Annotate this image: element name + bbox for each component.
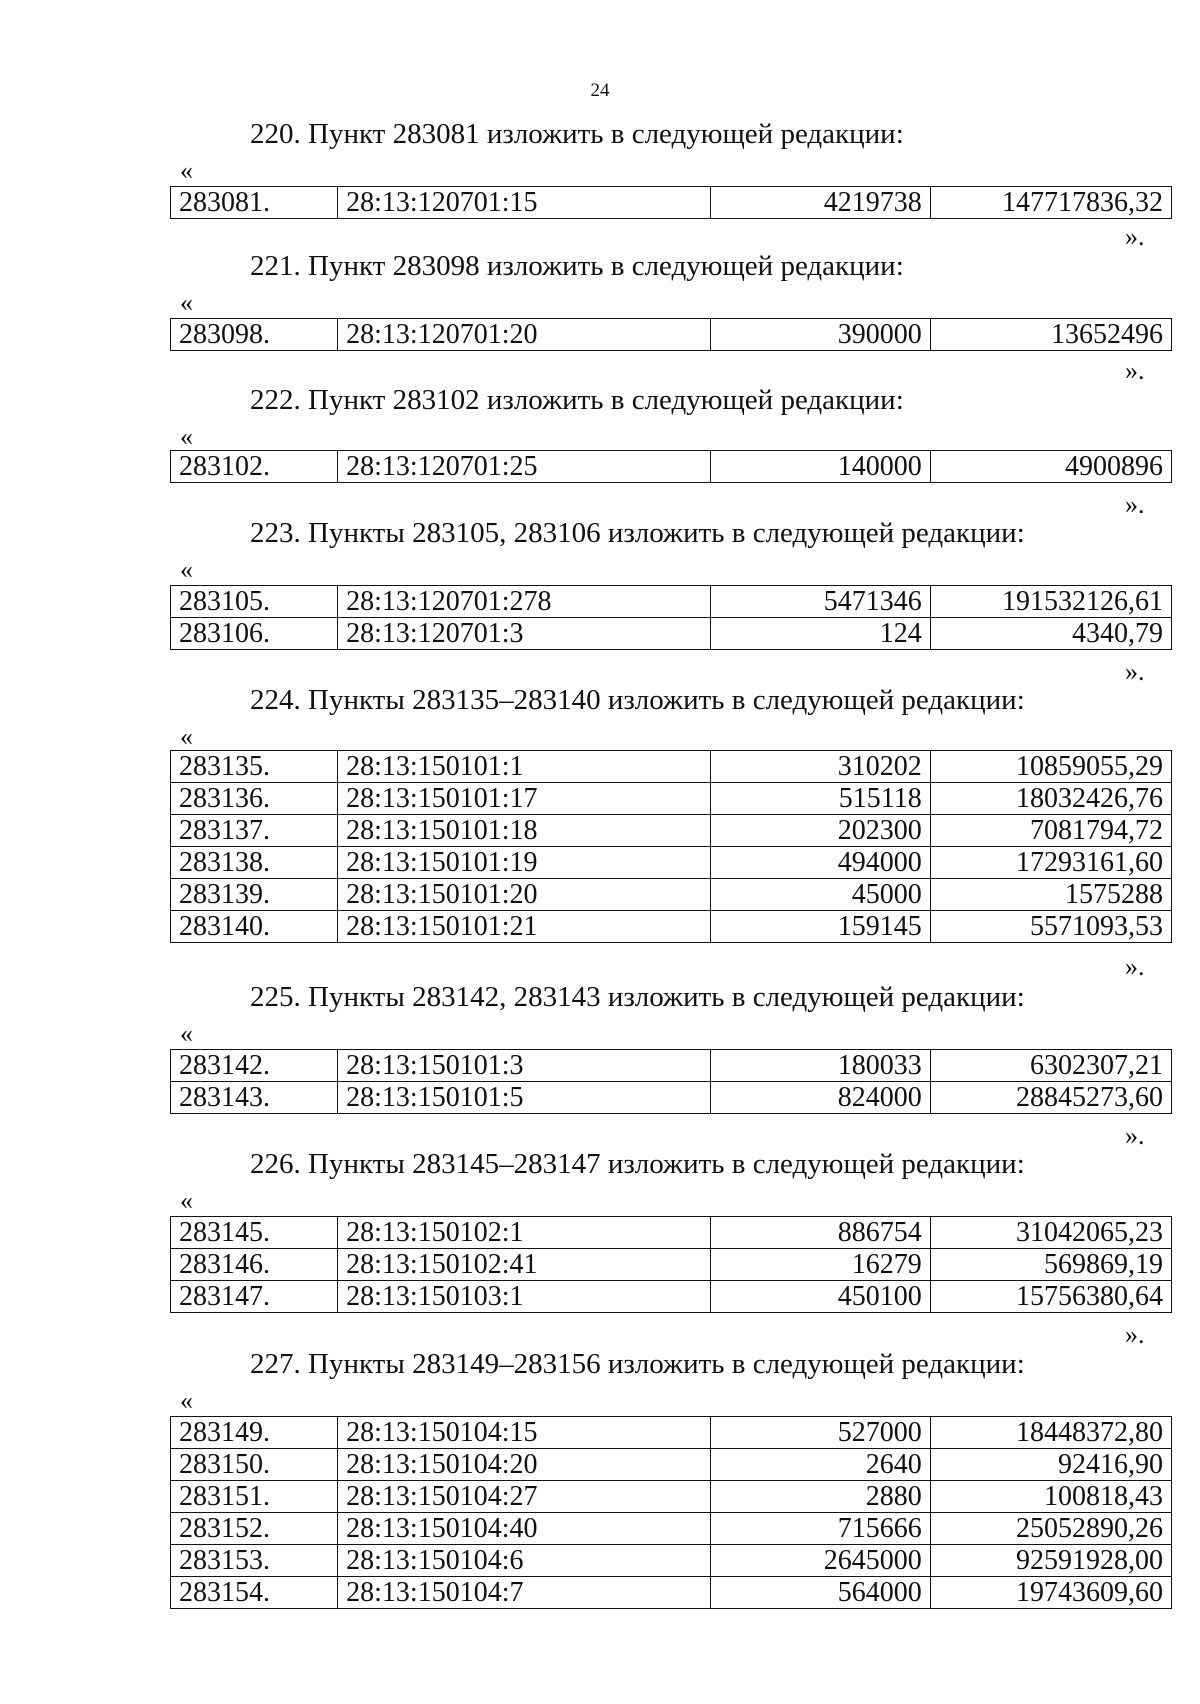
cost-value: 191532126,61 — [930, 586, 1171, 618]
cost-value: 100818,43 — [930, 1481, 1171, 1513]
table-row — [171, 1481, 1172, 1513]
cadastral-number: 28:13:120701:25 — [338, 451, 710, 483]
cadastral-number: 28:13:150101:1 — [338, 751, 710, 783]
item-number: 283106. — [171, 618, 338, 650]
cadastral-number: 28:13:150101:3 — [338, 1050, 710, 1082]
cost-value: 28845273,60 — [930, 1082, 1171, 1114]
item-number: 283139. — [171, 879, 338, 911]
table-row — [171, 1449, 1172, 1481]
area-value: 4219738 — [710, 187, 930, 219]
table-row — [171, 1545, 1172, 1577]
data-table — [170, 450, 1172, 483]
cost-value: 1575288 — [930, 879, 1171, 911]
quote-close: ». — [1125, 490, 1145, 519]
cadastral-number: 28:13:150104:7 — [338, 1577, 710, 1609]
table-row — [171, 187, 1172, 219]
cadastral-number: 28:13:150104:20 — [338, 1449, 710, 1481]
area-value: 124 — [710, 618, 930, 650]
cost-value: 31042065,23 — [930, 1217, 1171, 1249]
table-row — [171, 1217, 1172, 1249]
cost-value: 7081794,72 — [930, 815, 1171, 847]
page-number: 24 — [590, 80, 610, 101]
section-heading: 222. Пункт 283102 изложить в следующей редакции: — [250, 384, 904, 416]
area-value: 159145 — [710, 911, 930, 943]
cadastral-number: 28:13:150103:1 — [338, 1281, 710, 1313]
cost-value: 6302307,21 — [930, 1050, 1171, 1082]
quote-close: ». — [1125, 222, 1145, 251]
table-row — [171, 879, 1172, 911]
cadastral-number: 28:13:150104:15 — [338, 1417, 710, 1449]
cost-value: 4900896 — [930, 451, 1171, 483]
table-row — [171, 586, 1172, 618]
data-table — [170, 750, 1172, 943]
item-number: 283142. — [171, 1050, 338, 1082]
quote-close: ». — [1125, 1320, 1145, 1349]
section-heading: 223. Пункты 283105, 283106 изложить в следующей редакции: — [250, 517, 1025, 549]
section-heading: 226. Пункты 283145–283147 изложить в следующей редакции: — [250, 1148, 1025, 1180]
cost-value: 15756380,64 — [930, 1281, 1171, 1313]
area-value: 202300 — [710, 815, 930, 847]
quote-open: « — [180, 156, 193, 185]
cadastral-number: 28:13:150101:20 — [338, 879, 710, 911]
table-row — [171, 1281, 1172, 1313]
item-number: 283136. — [171, 783, 338, 815]
item-number: 283147. — [171, 1281, 338, 1313]
table-row — [171, 751, 1172, 783]
item-number: 283149. — [171, 1417, 338, 1449]
cadastral-number: 28:13:150104:40 — [338, 1513, 710, 1545]
table-row — [171, 618, 1172, 650]
section-heading: 227. Пункты 283149–283156 изложить в следующей редакции: — [250, 1348, 1025, 1380]
item-number: 283140. — [171, 911, 338, 943]
quote-open: « — [180, 555, 193, 584]
item-number: 283137. — [171, 815, 338, 847]
quote-open: « — [180, 1386, 193, 1415]
quote-open: « — [180, 288, 193, 317]
cost-value: 18448372,80 — [930, 1417, 1171, 1449]
area-value: 45000 — [710, 879, 930, 911]
table-row — [171, 847, 1172, 879]
area-value: 2640 — [710, 1449, 930, 1481]
item-number: 283145. — [171, 1217, 338, 1249]
item-number: 283102. — [171, 451, 338, 483]
data-table — [170, 1416, 1172, 1609]
item-number: 283146. — [171, 1249, 338, 1281]
cost-value: 5571093,53 — [930, 911, 1171, 943]
area-value: 2645000 — [710, 1545, 930, 1577]
cost-value: 25052890,26 — [930, 1513, 1171, 1545]
cost-value: 10859055,29 — [930, 751, 1171, 783]
cadastral-number: 28:13:120701:3 — [338, 618, 710, 650]
section-heading: 221. Пункт 283098 изложить в следующей редакции: — [250, 250, 904, 282]
area-value: 2880 — [710, 1481, 930, 1513]
quote-open: « — [180, 422, 193, 451]
cost-value: 92591928,00 — [930, 1545, 1171, 1577]
table-row — [171, 911, 1172, 943]
quote-open: « — [180, 1186, 193, 1215]
data-table — [170, 1049, 1172, 1114]
item-number: 283154. — [171, 1577, 338, 1609]
area-value: 527000 — [710, 1417, 930, 1449]
table-row — [171, 1249, 1172, 1281]
table-row — [171, 451, 1172, 483]
area-value: 16279 — [710, 1249, 930, 1281]
cadastral-number: 28:13:120701:15 — [338, 187, 710, 219]
item-number: 283138. — [171, 847, 338, 879]
item-number: 283153. — [171, 1545, 338, 1577]
item-number: 283135. — [171, 751, 338, 783]
area-value: 515118 — [710, 783, 930, 815]
item-number: 283151. — [171, 1481, 338, 1513]
table-row — [171, 319, 1172, 351]
item-number: 283152. — [171, 1513, 338, 1545]
quote-open: « — [180, 1019, 193, 1048]
item-number: 283098. — [171, 319, 338, 351]
item-number: 283105. — [171, 586, 338, 618]
cadastral-number: 28:13:150101:5 — [338, 1082, 710, 1114]
cost-value: 13652496 — [930, 319, 1171, 351]
cadastral-number: 28:13:150104:27 — [338, 1481, 710, 1513]
area-value: 140000 — [710, 451, 930, 483]
table-row — [171, 783, 1172, 815]
data-table — [170, 585, 1172, 650]
cadastral-number: 28:13:120701:278 — [338, 586, 710, 618]
area-value: 886754 — [710, 1217, 930, 1249]
item-number: 283143. — [171, 1082, 338, 1114]
data-table — [170, 318, 1172, 351]
area-value: 310202 — [710, 751, 930, 783]
table-row — [171, 1082, 1172, 1114]
cadastral-number: 28:13:150104:6 — [338, 1545, 710, 1577]
cadastral-number: 28:13:150101:17 — [338, 783, 710, 815]
table-row — [171, 1577, 1172, 1609]
table-row — [171, 1417, 1172, 1449]
item-number: 283081. — [171, 187, 338, 219]
quote-close: ». — [1125, 1121, 1145, 1150]
area-value: 715666 — [710, 1513, 930, 1545]
cost-value: 18032426,76 — [930, 783, 1171, 815]
cost-value: 569869,19 — [930, 1249, 1171, 1281]
area-value: 564000 — [710, 1577, 930, 1609]
table-row — [171, 1513, 1172, 1545]
quote-close: ». — [1125, 657, 1145, 686]
area-value: 450100 — [710, 1281, 930, 1313]
quote-open: « — [180, 722, 193, 751]
quote-close: ». — [1125, 356, 1145, 385]
area-value: 5471346 — [710, 586, 930, 618]
cost-value: 17293161,60 — [930, 847, 1171, 879]
cadastral-number: 28:13:120701:20 — [338, 319, 710, 351]
cadastral-number: 28:13:150101:18 — [338, 815, 710, 847]
cadastral-number: 28:13:150101:21 — [338, 911, 710, 943]
section-heading: 224. Пункты 283135–283140 изложить в следующей редакции: — [250, 684, 1025, 716]
cadastral-number: 28:13:150102:1 — [338, 1217, 710, 1249]
area-value: 494000 — [710, 847, 930, 879]
cost-value: 92416,90 — [930, 1449, 1171, 1481]
area-value: 824000 — [710, 1082, 930, 1114]
section-heading: 225. Пункты 283142, 283143 изложить в следующей редакции: — [250, 981, 1025, 1013]
area-value: 180033 — [710, 1050, 930, 1082]
table-row — [171, 1050, 1172, 1082]
cadastral-number: 28:13:150102:41 — [338, 1249, 710, 1281]
cost-value: 4340,79 — [930, 618, 1171, 650]
table-row — [171, 815, 1172, 847]
cost-value: 147717836,32 — [930, 187, 1171, 219]
section-heading: 220. Пункт 283081 изложить в следующей редакции: — [250, 118, 904, 150]
data-table — [170, 186, 1172, 219]
item-number: 283150. — [171, 1449, 338, 1481]
data-table — [170, 1216, 1172, 1313]
area-value: 390000 — [710, 319, 930, 351]
quote-close: ». — [1125, 952, 1145, 981]
cost-value: 19743609,60 — [930, 1577, 1171, 1609]
cadastral-number: 28:13:150101:19 — [338, 847, 710, 879]
